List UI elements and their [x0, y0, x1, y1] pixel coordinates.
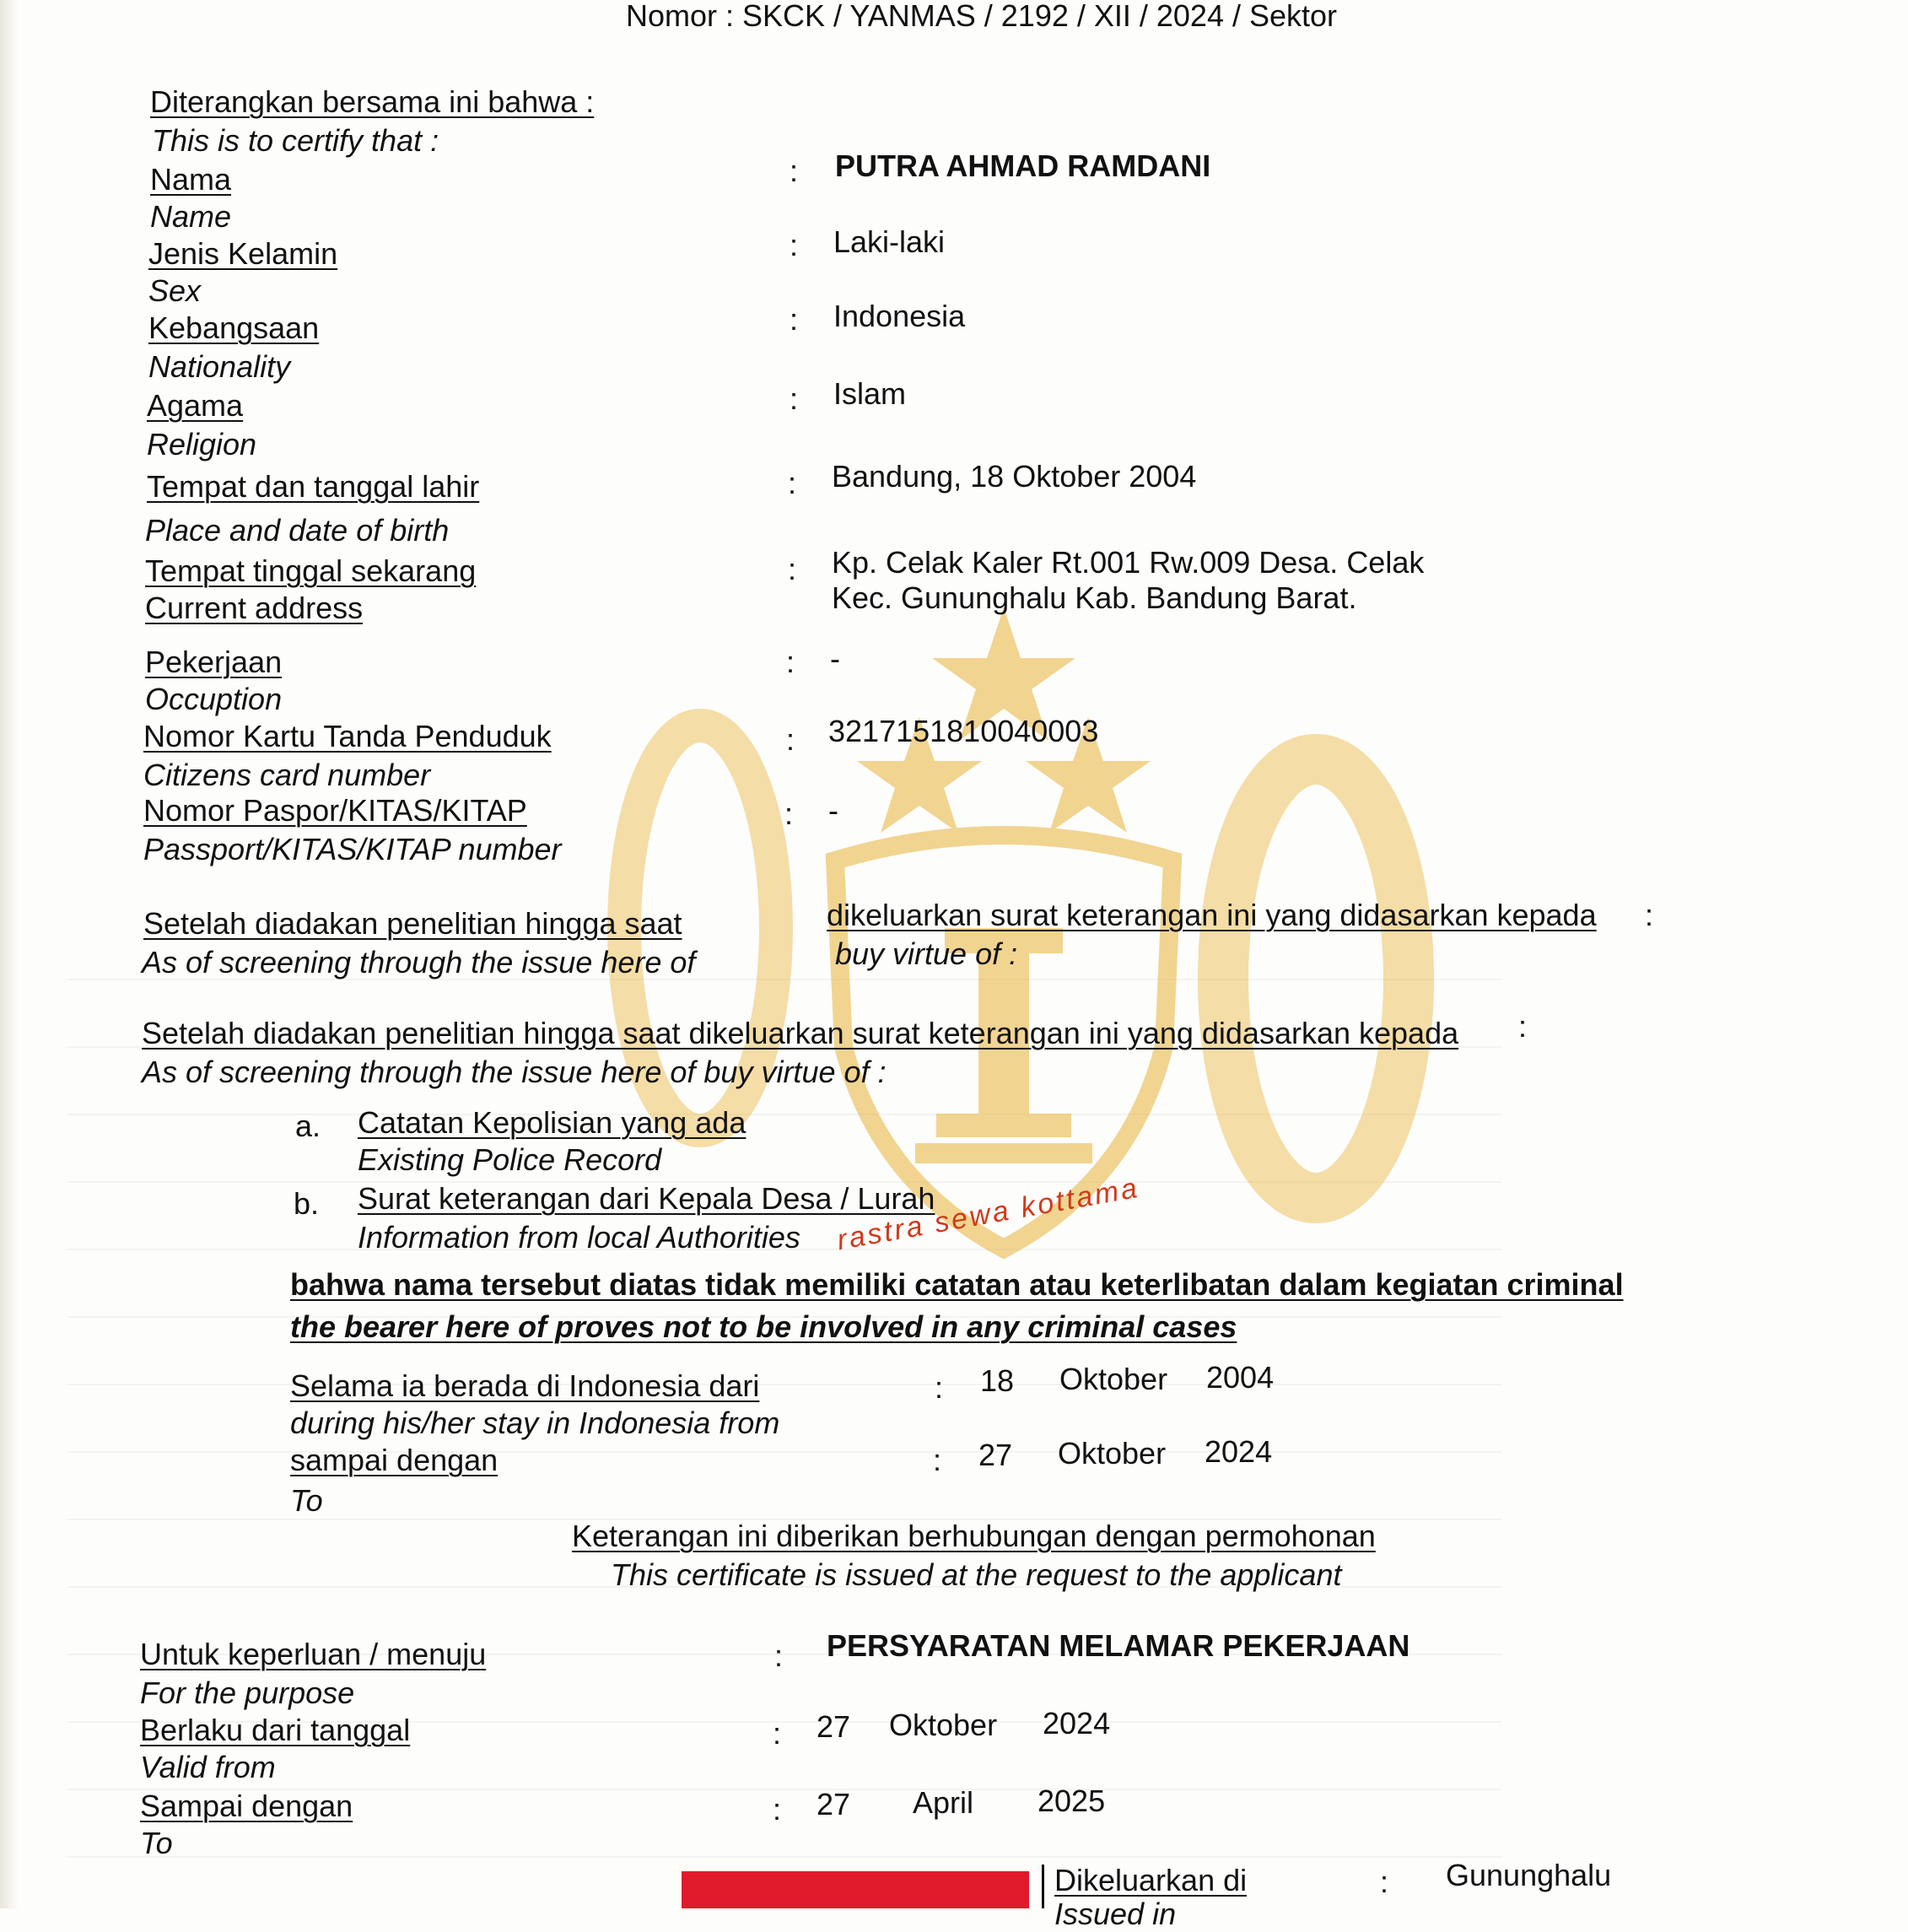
field-value-religion: Islam — [833, 376, 907, 411]
statement-en: the bearer here of proves not to be involved in any criminal cases — [290, 1309, 1237, 1344]
field-colon: : — [790, 154, 799, 188]
statement-id: bahwa nama tersebut diatas tidak memiliki catatan atau keterlibatan dalam kegiatan criminal — [290, 1267, 1624, 1302]
watermark-line — [67, 1451, 1501, 1453]
field-colon: : — [784, 796, 794, 831]
stay-from-en: during his/her stay in Indonesia from — [290, 1406, 780, 1440]
valid-from-day: 27 — [817, 1709, 851, 1744]
intro-en: This is to certify that : — [152, 123, 439, 158]
field-value-address-line2: Kec. Gununghalu Kab. Bandung Barat. — [832, 580, 1357, 615]
pillar-base — [936, 1114, 1071, 1137]
issued-en: Issued in — [1054, 1897, 1177, 1931]
basis-b-id: Surat keterangan dari Kepala Desa / Lurah — [358, 1181, 935, 1216]
field-label-religion: Agama — [147, 388, 244, 423]
field-colon: : — [773, 1792, 782, 1827]
intro-id: Diterangkan bersama ini bahwa : — [150, 84, 595, 119]
field-label-sex: Jenis Kelamin — [148, 236, 338, 271]
field-colon: : — [933, 1443, 942, 1477]
stay-from-day: 18 — [980, 1363, 1015, 1398]
valid-from-year: 2024 — [1043, 1706, 1111, 1740]
screening1-en-right: buy virtue of : — [835, 936, 1018, 971]
field-colon: : — [788, 466, 797, 500]
field-colon: : — [786, 645, 795, 679]
document-number: Nomor : SKCK / YANMAS / 2192 / XII / 2024 / Sektor — [626, 0, 1338, 33]
red-stamp-bar — [682, 1871, 1029, 1908]
watermark-line — [67, 1384, 1501, 1385]
field-label-nationality: Kebangsaan — [148, 310, 320, 345]
field-label-id-card-en: Citizens card number — [143, 758, 431, 792]
field-label-birth-en: Place and date of birth — [145, 513, 450, 548]
issued-id: Dikeluarkan di — [1054, 1863, 1248, 1897]
purpose-value: PERSYARATAN MELAMAR PEKERJAAN — [827, 1628, 1410, 1663]
divider-line — [1042, 1865, 1044, 1908]
field-label-birth: Tempat dan tanggal lahir — [147, 469, 480, 504]
field-colon: : — [790, 381, 799, 416]
field-colon: : — [786, 722, 795, 757]
purpose-id: Untuk keperluan / menuju — [140, 1637, 487, 1671]
field-label-occupation: Pekerjaan — [145, 645, 283, 679]
basis-letter-a: a. — [295, 1109, 321, 1143]
valid-to-id: Sampai dengan — [140, 1789, 353, 1823]
stay-from-month: Oktober — [1059, 1362, 1168, 1396]
wreath-right — [1223, 759, 1409, 1198]
scan-shadow — [0, 0, 19, 1908]
basis-letter-b: b. — [294, 1186, 320, 1221]
field-label-passport-en: Passport/KITAS/KITAP number — [143, 832, 562, 866]
valid-from-en: Valid from — [140, 1750, 276, 1784]
stay-to-id: sampai dengan — [290, 1443, 499, 1477]
field-colon: : — [774, 1638, 784, 1673]
field-label-address-en: Current address — [145, 591, 364, 625]
field-value-name: PUTRA AHMAD RAMDANI — [835, 148, 1211, 183]
stay-from-id: Selama ia berada di Indonesia dari — [290, 1368, 760, 1403]
field-colon: : — [1380, 1865, 1389, 1899]
purpose-en: For the purpose — [140, 1676, 355, 1710]
stay-to-day: 27 — [978, 1438, 1013, 1472]
field-colon: : — [790, 228, 799, 262]
field-label-occupation-en: Occuption — [145, 682, 283, 716]
issued-value: Gununghalu — [1446, 1858, 1612, 1892]
screening1-en-left: As of screening through the issue here of — [142, 945, 696, 979]
screening2-id: Setelah diadakan penelitian hingga saat dikeluarkan surat keterangan ini yang didasarkan kepada — [142, 1016, 1459, 1050]
field-label-sex-en: Sex — [148, 273, 202, 308]
field-label-passport: Nomor Paspor/KITAS/KITAP — [143, 793, 527, 828]
field-label-id-card: Nomor Kartu Tanda Penduduk — [143, 719, 552, 753]
field-label-nationality-en: Nationality — [148, 349, 291, 384]
stay-to-year: 2024 — [1205, 1434, 1273, 1469]
field-colon: : — [788, 552, 797, 586]
field-label-religion-en: Religion — [147, 427, 257, 461]
basis-b-en: Information from local Authorities — [358, 1220, 800, 1255]
stay-to-month: Oktober — [1058, 1436, 1167, 1471]
field-value-sex: Laki-laki — [833, 224, 946, 259]
field-value-id-card: 3217151810040003 — [828, 714, 1099, 748]
field-value-passport: - — [828, 793, 838, 828]
valid-from-id: Berlaku dari tanggal — [140, 1713, 411, 1747]
field-colon: : — [790, 302, 799, 337]
field-colon: : — [773, 1716, 782, 1751]
valid-to-en: To — [140, 1826, 173, 1860]
screening1-id-right: dikeluarkan surat keterangan ini yang didasarkan kepada — [827, 898, 1597, 932]
emblem-motto: rastra sewa kottama — [834, 1171, 1142, 1257]
field-colon: : — [1645, 898, 1654, 932]
pillar-base2 — [915, 1143, 1092, 1163]
valid-from-month: Oktober — [889, 1708, 998, 1742]
valid-to-month: April — [913, 1785, 974, 1820]
field-value-address: Kp. Celak Kaler Rt.001 Rw.009 Desa. Celak — [832, 545, 1425, 580]
request-en: This certificate is issued at the request to the applicant — [611, 1557, 1342, 1592]
stay-from-year: 2004 — [1206, 1360, 1275, 1395]
field-value-occupation: - — [830, 641, 840, 676]
field-label-name: Nama — [150, 162, 232, 197]
field-value-nationality: Indonesia — [833, 299, 966, 333]
watermark-line — [67, 1856, 1501, 1858]
valid-to-year: 2025 — [1038, 1784, 1106, 1818]
field-value-birth: Bandung, 18 Oktober 2004 — [832, 459, 1197, 494]
field-label-address: Tempat tinggal sekarang — [145, 553, 477, 588]
request-id: Keterangan ini diberikan berhubungan dengan permohonan — [572, 1519, 1376, 1553]
field-colon: : — [1518, 1009, 1528, 1044]
screening1-id-left: Setelah diadakan penelitian hingga saat — [143, 906, 682, 941]
basis-a-id: Catatan Kepolisian yang ada — [358, 1105, 746, 1140]
screening2-en: As of screening through the issue here of buy virtue of : — [142, 1055, 887, 1089]
field-label-name-en: Name — [150, 199, 232, 234]
valid-to-day: 27 — [817, 1787, 851, 1821]
basis-a-en: Existing Police Record — [358, 1142, 662, 1177]
field-colon: : — [935, 1370, 944, 1405]
stay-to-en: To — [290, 1483, 323, 1518]
